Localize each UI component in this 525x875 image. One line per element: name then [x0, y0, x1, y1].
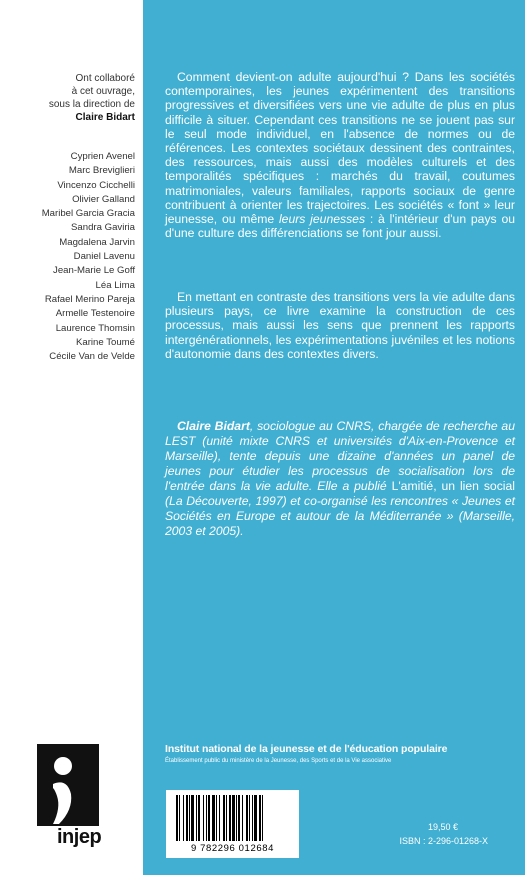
logo-mark: [37, 744, 99, 826]
blurb-p1-text: Comment devient-on adulte aujourd'hui ? Dans les sociétés contemporaines, les jeunes expérimentent des transitions progressives et diversifiées vers une vie adulte de plus en plus difficile à situer. Cependant ces transitions ne se jouent pas sur le seul mode individuel, en l'absence de normes ou de références. Les contextes sociétaux dessinent des contraintes, des ressources, mais aussi des modèles culturels et des temporalités spécifiques : marchés du travail, coutumes matrimoniales, valeurs familiales, rapports sociaux de genre contribuent à orienter les trajectoires. Les sociétés « font » leur jeunesse, ou même: [165, 70, 515, 227]
intro-line-2: à cet ouvrage,: [71, 86, 135, 97]
contributor-name: Jean-Marie Le Goff: [53, 265, 135, 277]
isbn: ISBN : 2-296-01268-X: [399, 836, 488, 846]
contributor-name: Olivier Galland: [72, 193, 135, 205]
contributor-name: Magdalena Jarvin: [59, 236, 135, 248]
blurb-p1-italic: leurs jeunesses: [278, 212, 366, 227]
injep-logo: [37, 744, 135, 852]
contributor-name: Daniel Lavenu: [73, 251, 135, 263]
contributor-name: Léa Lima: [95, 279, 135, 291]
bio-text-2: (La Découverte, 1997) et co-organisé les rencontres « Jeunes et Sociétés en Europe et autour de la Méditerranée » (Marseille, 2003 et 2005).: [165, 494, 515, 538]
contributor-name: Rafael Merino Pareja: [44, 293, 135, 305]
contributor-name: Cyprien Avenel: [70, 151, 135, 162]
contributor-name: Vincenzo Cicchelli: [57, 179, 135, 191]
logo-wordmark: injep: [57, 826, 102, 848]
barcode-number: 9 782296 012684: [191, 843, 274, 854]
contributor-name: Marc Breviglieri: [68, 165, 135, 177]
contributors-list: [0, 150, 135, 364]
author-bio: [165, 419, 515, 539]
bio-author-name: Claire Bidart: [177, 419, 250, 433]
bio-book-title: L'amitié, un lien social: [391, 479, 515, 493]
barcode: [166, 790, 299, 858]
contributor-name: Laurence Thomsin: [55, 322, 135, 334]
bio-text-1: , sociologue au CNRS, chargée de recherche au LEST (unité mixte CNRS et universités d'Aix-en-Provence et Marseille), tente depuis une dizaine d'années un panel de jeunes pour étudier les processus de socialisation lors de l'entrée dans la vie adulte. Elle a publié: [165, 419, 515, 493]
contributor-name: Maribel Garcia Gracia: [41, 208, 135, 220]
contributor-name: Karine Toumé: [75, 336, 135, 348]
blurb-paragraph-2: En mettant en contraste des transitions vers la vie adulte dans plusieurs pays, ce livre examine la construction de ces processus, mais aussi les sens que prennent les rapports intergénérationnels, les expérimentations juvéniles et les notions d'autonomie dans des contextes divers.: [165, 290, 515, 361]
contributor-name: Armelle Testenoire: [55, 308, 135, 320]
editor-name: Claire Bidart: [75, 112, 135, 123]
publisher-subtitle: Établissement public du ministère de la Jeunesse, des Sports et de la Vie associative: [165, 758, 392, 764]
blurb-p1-end: : à l'intérieur d'un pays ou d'une culture des différenciations se font jour aussi.: [165, 212, 515, 241]
barcode-bars: [174, 795, 291, 843]
publisher-name: Institut national de la jeunesse et de l'éducation populaire: [165, 743, 448, 755]
blurb-paragraph-1: [165, 70, 515, 240]
price: 19,50 €: [427, 822, 458, 832]
intro-line-1: Ont collaboré: [75, 73, 135, 84]
logo-figure-icon: [37, 744, 99, 826]
contributor-name: Cécile Van de Velde: [49, 351, 135, 363]
intro-line-3: sous la direction de: [48, 99, 135, 110]
contributors-intro: [5, 72, 135, 124]
contributors-column: [0, 0, 143, 875]
contributor-name: Sandra Gaviria: [71, 222, 135, 234]
